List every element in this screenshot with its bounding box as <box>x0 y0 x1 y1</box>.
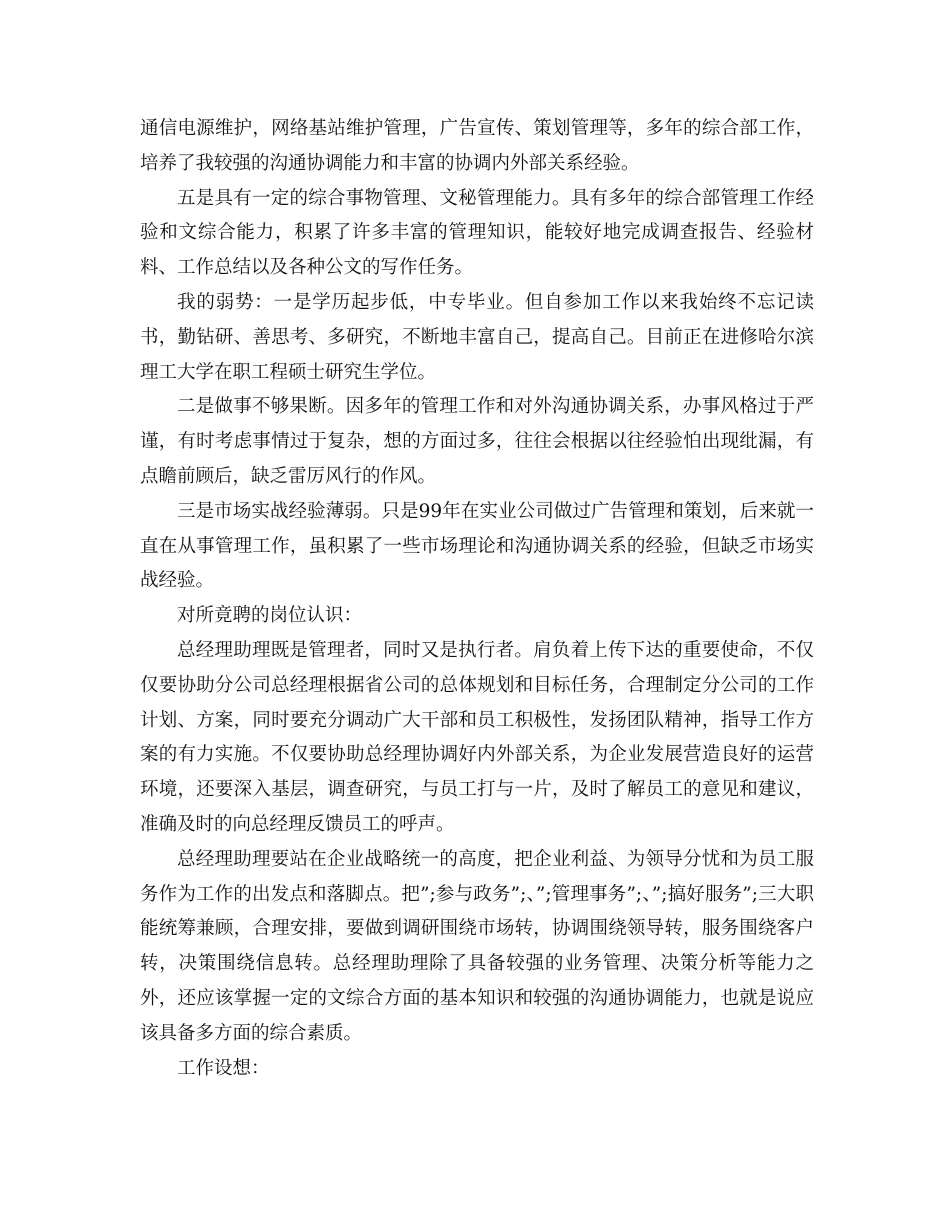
paragraph: 五是具有一定的综合事物管理、文秘管理能力。具有多年的综合部管理工作经验和文综合能力，积累了许多丰富的管理知识，能较好地完成调查报告、经验材料、工作总结以及各种公文的写作任务。 <box>140 187 814 279</box>
document-body <box>140 112 814 1086</box>
paragraph: 通信电源维护，网络基站维护管理，广告宣传、策划管理等，多年的综合部工作，培养了我较强的沟通协调能力和丰富的协调内外部关系经验。 <box>140 118 814 174</box>
section-heading: 对所竟聘的岗位认识： <box>177 605 363 627</box>
paragraph: 总经理助理要站在企业战略统一的高度，把企业利益、为领导分忧和为员工服务作为工作的出发点和落脚点。把”;参与政务”;、”;管理事务”;、”;搞好服务”;三大职能统筹兼顾，合理安排，要做到调研围绕市场转，协调围绕领导转，服务围绕客户转，决策围绕信息转。总经理助理除了具备较强的业务管理、决策分析等能力之外，还应该掌握一定的文综合方面的基本知识和较强的沟通协调能力，也就是说应该具备多方面的综合素质。 <box>140 848 814 1044</box>
paragraph: 二是做事不够果断。因多年的管理工作和对外沟通协调关系，办事风格过于严谨，有时考虑事情过于复杂，想的方面过多，往往会根据以往经验怕出现纰漏，有点瞻前顾后，缺乏雷厉风行的作风。 <box>140 396 814 487</box>
paragraph: 总经理助理既是管理者，同时又是执行者。肩负着上传下达的重要使命，不仅仅要协助分公司总经理根据省公司的总体规划和目标任务，合理制定分公司的工作计划、方案，同时要充分调动广大干部和员工积极性，发扬团队精神，指导工作方案的有力实施。不仅要协助总经理协调好内外部关系，为企业发展营造良好的运营环境，还要深入基层，调查研究，与员工打与一片，及时了解员工的意见和建议，准确及时的向总经理反馈员工的呼声。 <box>140 639 814 835</box>
section-heading: 工作设想： <box>177 1057 270 1079</box>
paragraph: 我的弱势：一是学历起步低，中专毕业。但自参加工作以来我始终不忘记读书，勤钻研、善思考、多研究，不断地丰富自己，提高自己。目前正在进修哈尔滨理工大学在职工程硕士研究生学位。 <box>140 291 814 383</box>
paragraph: 三是市场实战经验薄弱。只是99年在实业公司做过广告管理和策划，后来就一直在从事管理工作，虽积累了一些市场理论和沟通协调关系的经验，但缺乏市场实战经验。 <box>140 500 814 592</box>
